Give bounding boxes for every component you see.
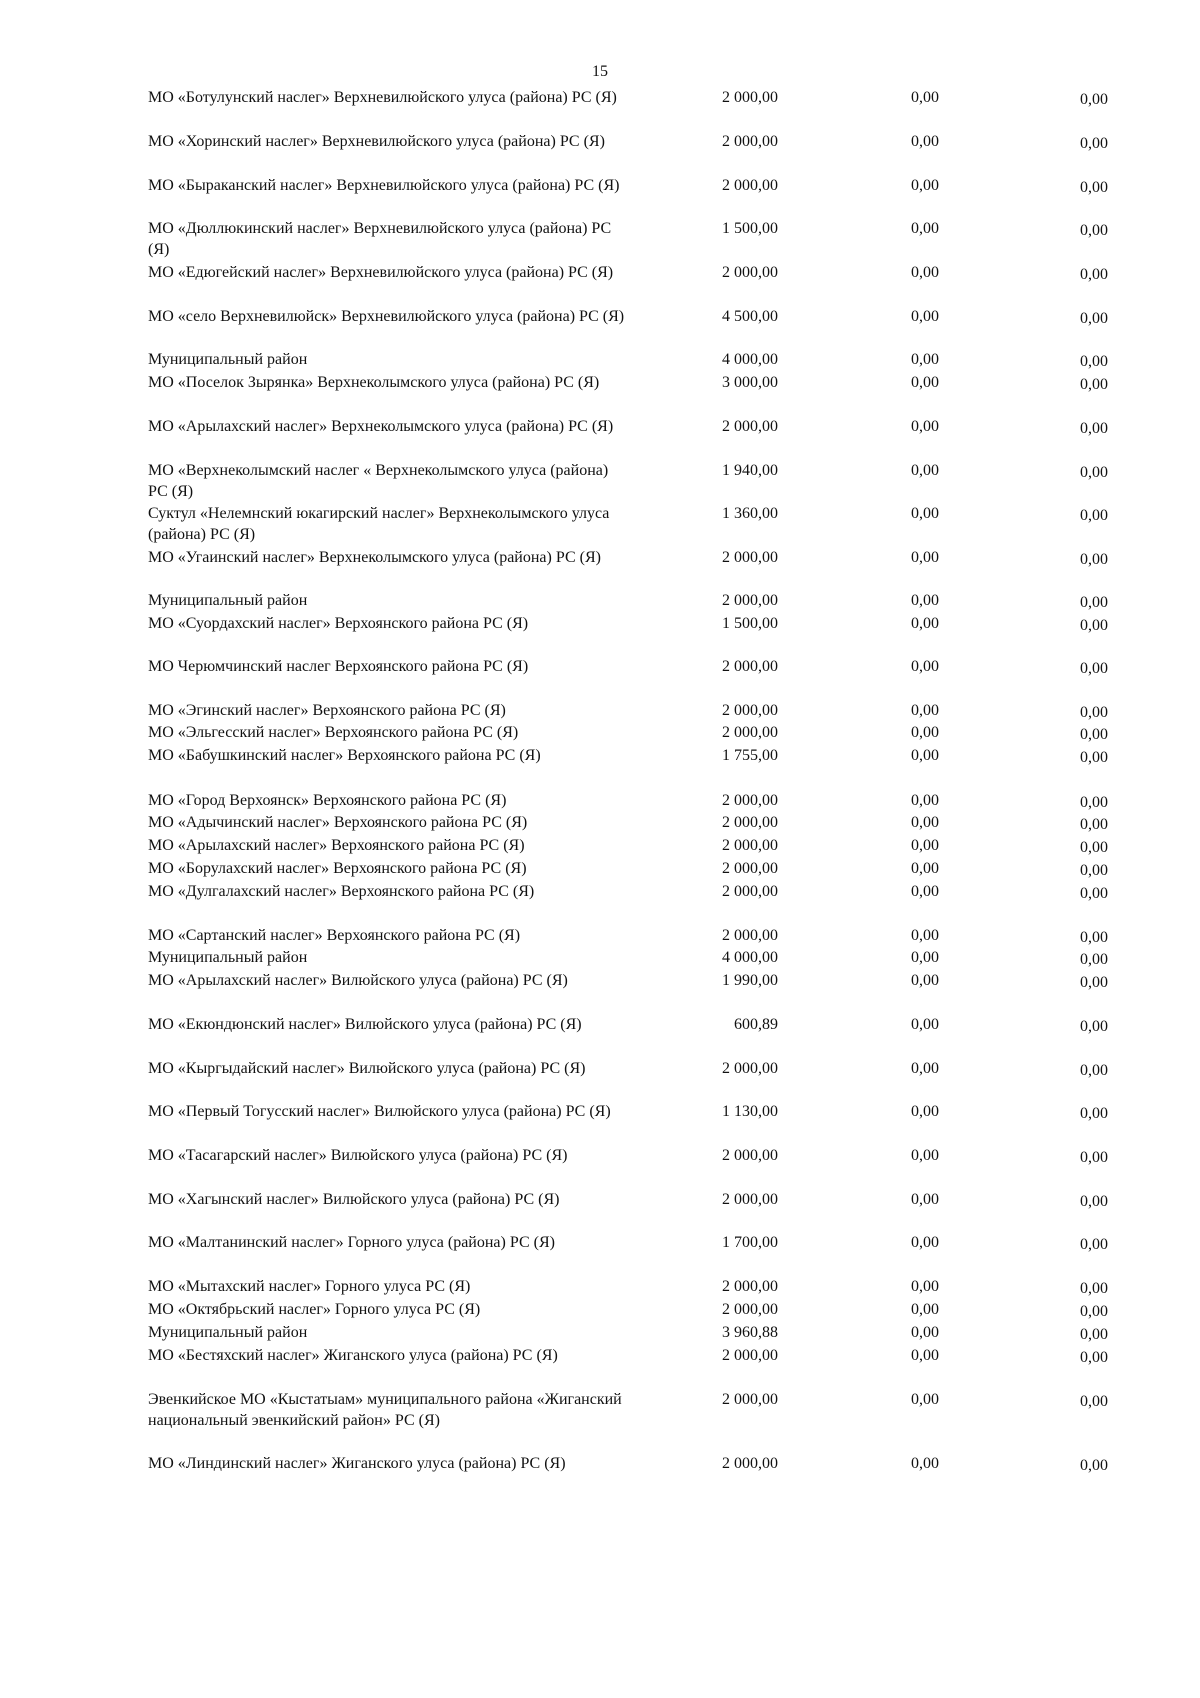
row-value-2: 0,00 xyxy=(911,724,939,741)
row-value-plan: 1 990,00 xyxy=(722,972,778,989)
row-value-plan: 3 960,88 xyxy=(722,1324,778,1341)
row-value-3: 0,00 xyxy=(1080,1303,1108,1320)
row-name: МО «Сартанский наслег» Верхоянского района РС (Я) xyxy=(148,927,521,944)
row-value-plan: 3 000,00 xyxy=(722,374,778,391)
row-value-2: 0,00 xyxy=(911,1391,939,1408)
row-value-3: 0,00 xyxy=(1080,420,1108,437)
row-value-plan: 2 000,00 xyxy=(722,927,778,944)
row-name: МО «Город Верхоянск» Верхоянского района РС (Я) xyxy=(148,792,507,809)
row-value-2: 0,00 xyxy=(911,814,939,831)
row-value-plan: 2 000,00 xyxy=(722,549,778,566)
row-name: Эвенкийское МО «Кыстатыам» муниципального района «Жиганский национальный эвенкийский район» РС (Я) xyxy=(148,1391,622,1429)
row-value-2: 0,00 xyxy=(911,418,939,435)
row-value-2: 0,00 xyxy=(911,615,939,632)
row-name: МО «Первый Тогусский наслег» Вилюйского улуса (района) РС (Я) xyxy=(148,1103,611,1120)
row-value-3: 0,00 xyxy=(1080,660,1108,677)
row-value-3: 0,00 xyxy=(1080,704,1108,721)
row-value-plan: 1 500,00 xyxy=(722,615,778,632)
row-value-2: 0,00 xyxy=(911,702,939,719)
row-name: МО «Арылахский наслег» Верхнеколымского улуса (района) РС (Я) xyxy=(148,418,614,435)
row-value-plan: 2 000,00 xyxy=(722,1060,778,1077)
row-value-2: 0,00 xyxy=(911,1191,939,1208)
row-value-plan: 2 000,00 xyxy=(722,814,778,831)
row-value-2: 0,00 xyxy=(911,89,939,106)
row-value-plan: 2 000,00 xyxy=(722,133,778,150)
row-value-plan: 4 500,00 xyxy=(722,308,778,325)
row-value-3: 0,00 xyxy=(1080,1193,1108,1210)
row-value-2: 0,00 xyxy=(911,462,939,479)
row-value-2: 0,00 xyxy=(911,592,939,609)
row-value-3: 0,00 xyxy=(1080,816,1108,833)
row-value-2: 0,00 xyxy=(911,792,939,809)
row-name: МО «Дюллюкинский наслег» Верхневилюйского улуса (района) РС (Я) xyxy=(148,220,612,258)
row-value-2: 0,00 xyxy=(911,972,939,989)
row-value-2: 0,00 xyxy=(911,747,939,764)
row-value-3: 0,00 xyxy=(1080,353,1108,370)
row-value-plan: 1 940,00 xyxy=(722,462,778,479)
row-value-2: 0,00 xyxy=(911,308,939,325)
row-value-plan: 2 000,00 xyxy=(722,264,778,281)
row-value-2: 0,00 xyxy=(911,133,939,150)
row-value-plan: 2 000,00 xyxy=(722,177,778,194)
row-value-2: 0,00 xyxy=(911,927,939,944)
row-name: МО «Хагынский наслег» Вилюйского улуса (района) РС (Я) xyxy=(148,1191,560,1208)
row-value-plan: 2 000,00 xyxy=(722,1147,778,1164)
row-value-plan: 2 000,00 xyxy=(722,89,778,106)
row-name: МО «Эгинский наслег» Верхоянского района РС (Я) xyxy=(148,702,506,719)
row-value-2: 0,00 xyxy=(911,1103,939,1120)
row-name: Суктул «Нелемнский юкагирский наслег» Верхнеколымского улуса (района) РС (Я) xyxy=(148,505,610,543)
row-value-plan: 4 000,00 xyxy=(722,351,778,368)
row-value-2: 0,00 xyxy=(911,1455,939,1472)
row-value-3: 0,00 xyxy=(1080,310,1108,327)
row-value-3: 0,00 xyxy=(1080,749,1108,766)
row-value-2: 0,00 xyxy=(911,1347,939,1364)
row-value-2: 0,00 xyxy=(911,1234,939,1251)
row-value-3: 0,00 xyxy=(1080,222,1108,239)
row-value-plan: 2 000,00 xyxy=(722,1301,778,1318)
row-value-plan: 2 000,00 xyxy=(722,860,778,877)
row-value-3: 0,00 xyxy=(1080,1349,1108,1366)
row-value-3: 0,00 xyxy=(1080,376,1108,393)
row-name: МО «Тасагарский наслег» Вилюйского улуса (района) РС (Я) xyxy=(148,1147,568,1164)
row-value-2: 0,00 xyxy=(911,1060,939,1077)
row-value-3: 0,00 xyxy=(1080,1062,1108,1079)
row-name: Муниципальный район xyxy=(148,1324,308,1341)
row-value-2: 0,00 xyxy=(911,1147,939,1164)
row-value-3: 0,00 xyxy=(1080,929,1108,946)
row-value-plan: 2 000,00 xyxy=(722,1191,778,1208)
row-name: МО «Арылахский наслег» Верхоянского района РС (Я) xyxy=(148,837,525,854)
row-name: МО «Бестяхский наслег» Жиганского улуса (района) РС (Я) xyxy=(148,1347,558,1364)
row-value-3: 0,00 xyxy=(1080,551,1108,568)
row-value-plan: 2 000,00 xyxy=(722,658,778,675)
row-name: МО «Ботулунский наслег» Верхневилюйского улуса (района) РС (Я) xyxy=(148,89,617,106)
row-name: МО «Бабушкинский наслег» Верхоянского района РС (Я) xyxy=(148,747,541,764)
row-name: МО «Кыргыдайский наслег» Вилюйского улуса (района) РС (Я) xyxy=(148,1060,586,1077)
row-value-3: 0,00 xyxy=(1080,617,1108,634)
row-value-2: 0,00 xyxy=(911,220,939,237)
row-value-3: 0,00 xyxy=(1080,726,1108,743)
row-value-3: 0,00 xyxy=(1080,179,1108,196)
row-value-2: 0,00 xyxy=(911,860,939,877)
row-value-plan: 4 000,00 xyxy=(722,949,778,966)
row-name: МО «Мытахский наслег» Горного улуса РС (Я) xyxy=(148,1278,471,1295)
row-value-2: 0,00 xyxy=(911,1016,939,1033)
row-value-2: 0,00 xyxy=(911,1301,939,1318)
row-value-3: 0,00 xyxy=(1080,839,1108,856)
row-name: МО «Арылахский наслег» Вилюйского улуса (района) РС (Я) xyxy=(148,972,568,989)
row-value-plan: 1 700,00 xyxy=(722,1234,778,1251)
row-name: Муниципальный район xyxy=(148,592,308,609)
row-value-plan: 2 000,00 xyxy=(722,1455,778,1472)
row-name: Муниципальный район xyxy=(148,351,308,368)
row-value-2: 0,00 xyxy=(911,549,939,566)
row-value-3: 0,00 xyxy=(1080,91,1108,108)
row-value-3: 0,00 xyxy=(1080,135,1108,152)
row-name: МО «Быраканский наслег» Верхневилюйского улуса (района) РС (Я) xyxy=(148,177,620,194)
row-name: МО «Октябрьский наслег» Горного улуса РС (Я) xyxy=(148,1301,481,1318)
row-name: МО «Екюндюнский наслег» Вилюйского улуса (района) РС (Я) xyxy=(148,1016,582,1033)
row-name: Муниципальный район xyxy=(148,949,308,966)
row-value-plan: 2 000,00 xyxy=(722,883,778,900)
row-value-2: 0,00 xyxy=(911,177,939,194)
row-value-plan: 600,89 xyxy=(734,1016,778,1033)
row-name: МО «Хоринский наслег» Верхневилюйского улуса (района) РС (Я) xyxy=(148,133,605,150)
row-value-plan: 1 360,00 xyxy=(722,505,778,522)
row-value-plan: 1 500,00 xyxy=(722,220,778,237)
row-value-2: 0,00 xyxy=(911,351,939,368)
row-value-3: 0,00 xyxy=(1080,1149,1108,1166)
row-name: МО «Верхнеколымский наслег « Верхнеколымского улуса (района) РС (Я) xyxy=(148,462,609,500)
row-name: МО «Суордахский наслег» Верхоянского района РС (Я) xyxy=(148,615,529,632)
row-value-3: 0,00 xyxy=(1080,862,1108,879)
row-value-3: 0,00 xyxy=(1080,1018,1108,1035)
row-value-plan: 2 000,00 xyxy=(722,837,778,854)
row-name: МО «Дулгалахский наслег» Верхоянского района РС (Я) xyxy=(148,883,535,900)
row-value-3: 0,00 xyxy=(1080,594,1108,611)
row-value-2: 0,00 xyxy=(911,374,939,391)
row-value-2: 0,00 xyxy=(911,1278,939,1295)
row-value-plan: 2 000,00 xyxy=(722,1391,778,1408)
row-value-3: 0,00 xyxy=(1080,885,1108,902)
row-name: МО «Эльгесский наслег» Верхоянского района РС (Я) xyxy=(148,724,519,741)
row-value-3: 0,00 xyxy=(1080,1105,1108,1122)
page-number: 15 xyxy=(592,63,608,80)
row-name: МО «Линдинский наслег» Жиганского улуса (района) РС (Я) xyxy=(148,1455,566,1472)
row-value-3: 0,00 xyxy=(1080,974,1108,991)
row-value-3: 0,00 xyxy=(1080,1326,1108,1343)
row-value-2: 0,00 xyxy=(911,949,939,966)
row-value-plan: 2 000,00 xyxy=(722,1347,778,1364)
row-value-2: 0,00 xyxy=(911,658,939,675)
row-value-plan: 2 000,00 xyxy=(722,702,778,719)
row-value-3: 0,00 xyxy=(1080,507,1108,524)
row-value-3: 0,00 xyxy=(1080,464,1108,481)
row-name: МО «Угаинский наслег» Верхнеколымского улуса (района) РС (Я) xyxy=(148,549,601,566)
row-name: МО Черюмчинский наслег Верхоянского района РС (Я) xyxy=(148,658,529,675)
row-value-2: 0,00 xyxy=(911,1324,939,1341)
row-name: МО «Поселок Зырянка» Верхнеколымского улуса (района) РС (Я) xyxy=(148,374,600,391)
row-value-plan: 2 000,00 xyxy=(722,792,778,809)
row-name: МО «Малтанинский наслег» Горного улуса (района) РС (Я) xyxy=(148,1234,555,1251)
row-value-2: 0,00 xyxy=(911,264,939,281)
row-value-plan: 1 130,00 xyxy=(722,1103,778,1120)
row-name: МО «село Верхневилюйск» Верхневилюйского улуса (района) РС (Я) xyxy=(148,308,625,325)
row-value-plan: 2 000,00 xyxy=(722,592,778,609)
row-value-2: 0,00 xyxy=(911,505,939,522)
row-value-2: 0,00 xyxy=(911,883,939,900)
row-name: МО «Адычинский наслег» Верхоянского района РС (Я) xyxy=(148,814,528,831)
row-value-3: 0,00 xyxy=(1080,951,1108,968)
row-name: МО «Едюгейский наслег» Верхневилюйского улуса (района) РС (Я) xyxy=(148,264,614,281)
row-value-3: 0,00 xyxy=(1080,794,1108,811)
row-value-plan: 2 000,00 xyxy=(722,724,778,741)
row-value-plan: 2 000,00 xyxy=(722,1278,778,1295)
row-value-3: 0,00 xyxy=(1080,1457,1108,1474)
row-value-3: 0,00 xyxy=(1080,266,1108,283)
row-value-plan: 2 000,00 xyxy=(722,418,778,435)
row-value-3: 0,00 xyxy=(1080,1236,1108,1253)
row-value-plan: 1 755,00 xyxy=(722,747,778,764)
row-value-3: 0,00 xyxy=(1080,1393,1108,1410)
row-value-3: 0,00 xyxy=(1080,1280,1108,1297)
row-value-2: 0,00 xyxy=(911,837,939,854)
row-name: МО «Борулахский наслег» Верхоянского района РС (Я) xyxy=(148,860,527,877)
